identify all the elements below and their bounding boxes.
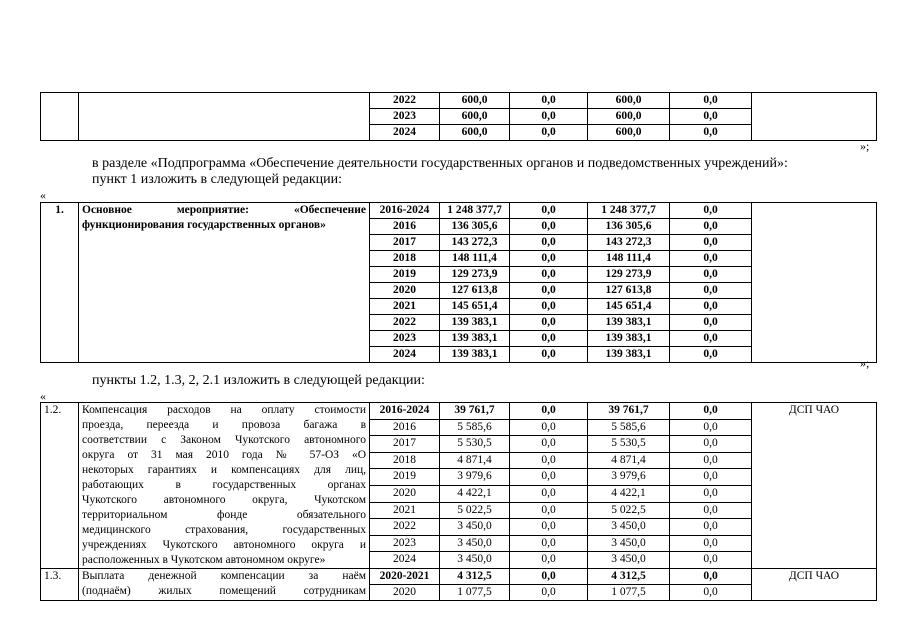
executor-cell: ДСП ЧАО [752, 403, 877, 569]
federal-cell: 0,0 [510, 535, 588, 552]
executor-cell [752, 93, 877, 141]
description-line: проезда, переезда и провоза багажа в [82, 419, 366, 431]
total-cell: 139 383,1 [440, 315, 510, 331]
year-cell: 2024 [370, 552, 440, 569]
total-cell: 4 422,1 [440, 485, 510, 502]
federal-cell: 0,0 [510, 502, 588, 519]
total-cell: 1 077,5 [440, 585, 510, 601]
other-cell: 0,0 [670, 267, 752, 283]
total-cell: 139 383,1 [440, 347, 510, 363]
year-cell: 2020 [370, 283, 440, 299]
total-cell: 127 613,8 [440, 283, 510, 299]
federal-cell: 0,0 [510, 331, 588, 347]
top-table [40, 92, 877, 141]
district-cell: 600,0 [588, 125, 670, 141]
federal-cell: 0,0 [510, 552, 588, 569]
description-line: медицинского страхования, государственных [82, 524, 366, 536]
year-cell: 2019 [370, 267, 440, 283]
federal-cell: 0,0 [510, 251, 588, 267]
district-cell: 139 383,1 [588, 315, 670, 331]
federal-cell: 0,0 [510, 93, 588, 109]
other-cell: 0,0 [670, 315, 752, 331]
year-cell: 2018 [370, 251, 440, 267]
item-description [79, 203, 370, 363]
district-cell: 143 272,3 [588, 235, 670, 251]
district-cell: 127 613,8 [588, 283, 670, 299]
description-line: некоторых гарантиях и компенсациях для лиц, [82, 464, 366, 476]
other-cell: 0,0 [670, 502, 752, 519]
other-cell: 0,0 [670, 569, 752, 585]
year-cell: 2016-2024 [370, 403, 440, 420]
description-word: мероприятие: [176, 204, 249, 216]
total-cell: 148 111,4 [440, 251, 510, 267]
total-cell: 600,0 [440, 125, 510, 141]
year-cell: 2021 [370, 502, 440, 519]
description-word: «Обеспечение [293, 204, 366, 216]
other-cell: 0,0 [670, 347, 752, 363]
year-cell: 2016 [370, 419, 440, 436]
year-cell: 2023 [370, 331, 440, 347]
district-cell: 1 248 377,7 [588, 203, 670, 219]
item-number: 1.2. [41, 403, 79, 569]
description-line: территориальном фонде обязательного [82, 509, 366, 521]
opening-quote-2: « [40, 389, 46, 403]
year-cell: 2022 [370, 315, 440, 331]
district-cell: 4 312,5 [588, 569, 670, 585]
other-cell: 0,0 [670, 109, 752, 125]
year-cell: 2020 [370, 585, 440, 601]
district-cell: 3 979,6 [588, 469, 670, 486]
federal-cell: 0,0 [510, 403, 588, 420]
total-cell: 139 383,1 [440, 331, 510, 347]
total-cell: 5 530,5 [440, 436, 510, 453]
total-cell: 4 871,4 [440, 452, 510, 469]
other-cell: 0,0 [670, 125, 752, 141]
federal-cell: 0,0 [510, 585, 588, 601]
other-cell: 0,0 [670, 552, 752, 569]
district-cell: 145 651,4 [588, 299, 670, 315]
table-item-1 [40, 202, 877, 363]
district-cell: 3 450,0 [588, 519, 670, 536]
district-cell: 5 530,5 [588, 436, 670, 453]
table-row [41, 203, 877, 219]
description-line: (поднаём) жилых помещений сотрудникам [82, 585, 366, 597]
description-line: расположенных в Чукотском автономном округе» [82, 554, 326, 566]
other-cell: 0,0 [670, 299, 752, 315]
year-cell: 2022 [370, 519, 440, 536]
district-cell: 136 305,6 [588, 219, 670, 235]
total-cell: 143 272,3 [440, 235, 510, 251]
district-cell: 3 450,0 [588, 535, 670, 552]
total-cell: 3 450,0 [440, 535, 510, 552]
federal-cell: 0,0 [510, 519, 588, 536]
district-cell: 3 450,0 [588, 552, 670, 569]
description-line: функционирования государственных органов» [82, 219, 326, 231]
district-cell: 1 077,5 [588, 585, 670, 601]
other-cell: 0,0 [670, 283, 752, 299]
district-cell: 600,0 [588, 93, 670, 109]
description-line: Чукотского автономного округа, Чукотском [82, 494, 366, 506]
other-cell: 0,0 [670, 203, 752, 219]
description-cell [79, 93, 370, 141]
other-cell: 0,0 [670, 585, 752, 601]
year-cell: 2020 [370, 485, 440, 502]
description-line: округа от 31 мая 2010 года № 57-ОЗ «О [82, 449, 366, 461]
year-cell: 2019 [370, 469, 440, 486]
year-cell: 2020-2021 [370, 569, 440, 585]
year-cell: 2023 [370, 109, 440, 125]
other-cell: 0,0 [670, 419, 752, 436]
section-text-1: в разделе «Подпрограмма «Обеспечение деятельности государственных органов и подведомственных учреждений»: [92, 156, 788, 171]
district-cell: 600,0 [588, 109, 670, 125]
description-line: соответствии с Законом Чукотского автономного [82, 434, 366, 446]
other-cell: 0,0 [670, 485, 752, 502]
federal-cell: 0,0 [510, 419, 588, 436]
description-line [82, 203, 366, 218]
total-cell: 5 022,5 [440, 502, 510, 519]
description-line: работающих в государственных органах [82, 479, 366, 491]
closing-quote-2: »; [860, 356, 870, 370]
other-cell: 0,0 [670, 535, 752, 552]
total-cell: 600,0 [440, 109, 510, 125]
federal-cell: 0,0 [510, 203, 588, 219]
federal-cell: 0,0 [510, 299, 588, 315]
year-cell: 2018 [370, 452, 440, 469]
table-row [41, 569, 877, 585]
federal-cell: 0,0 [510, 485, 588, 502]
item-description [79, 403, 370, 569]
total-cell: 129 273,9 [440, 267, 510, 283]
federal-cell: 0,0 [510, 436, 588, 453]
other-cell: 0,0 [670, 235, 752, 251]
federal-cell: 0,0 [510, 283, 588, 299]
district-cell: 4 871,4 [588, 452, 670, 469]
other-cell: 0,0 [670, 251, 752, 267]
other-cell: 0,0 [670, 519, 752, 536]
table-items-1-2-1-3 [40, 402, 877, 601]
other-cell: 0,0 [670, 331, 752, 347]
section-text-3: пункты 1.2, 1.3, 2, 2.1 изложить в следующей редакции: [92, 373, 425, 388]
executor-cell [752, 203, 877, 363]
item-number: 1.3. [41, 569, 79, 601]
total-cell: 145 651,4 [440, 299, 510, 315]
year-cell: 2017 [370, 436, 440, 453]
federal-cell: 0,0 [510, 315, 588, 331]
district-cell: 39 761,7 [588, 403, 670, 420]
year-cell: 2024 [370, 347, 440, 363]
total-cell: 4 312,5 [440, 569, 510, 585]
year-cell: 2023 [370, 535, 440, 552]
federal-cell: 0,0 [510, 219, 588, 235]
district-cell: 139 383,1 [588, 347, 670, 363]
federal-cell: 0,0 [510, 452, 588, 469]
description-word: Основное [82, 204, 132, 216]
total-cell: 600,0 [440, 93, 510, 109]
section-text-2: пункт 1 изложить в следующей редакции: [92, 172, 342, 187]
district-cell: 5 022,5 [588, 502, 670, 519]
total-cell: 3 450,0 [440, 552, 510, 569]
other-cell: 0,0 [670, 436, 752, 453]
closing-quote-1: »; [860, 139, 870, 153]
district-cell: 148 111,4 [588, 251, 670, 267]
total-cell: 5 585,6 [440, 419, 510, 436]
federal-cell: 0,0 [510, 347, 588, 363]
federal-cell: 0,0 [510, 109, 588, 125]
year-cell: 2024 [370, 125, 440, 141]
other-cell: 0,0 [670, 452, 752, 469]
federal-cell: 0,0 [510, 235, 588, 251]
table-row [41, 93, 877, 109]
other-cell: 0,0 [670, 469, 752, 486]
year-cell: 2022 [370, 93, 440, 109]
opening-quote-1: « [40, 188, 46, 202]
district-cell: 129 273,9 [588, 267, 670, 283]
description-line: учреждениях Чукотского автономного округа и [82, 539, 366, 551]
other-cell: 0,0 [670, 93, 752, 109]
total-cell: 1 248 377,7 [440, 203, 510, 219]
table-row [41, 403, 877, 420]
total-cell: 39 761,7 [440, 403, 510, 420]
district-cell: 4 422,1 [588, 485, 670, 502]
description-line: Компенсация расходов на оплату стоимости [82, 404, 366, 416]
year-cell: 2017 [370, 235, 440, 251]
total-cell: 3 450,0 [440, 519, 510, 536]
year-cell: 2016 [370, 219, 440, 235]
other-cell: 0,0 [670, 403, 752, 420]
executor-cell: ДСП ЧАО [752, 569, 877, 601]
district-cell: 5 585,6 [588, 419, 670, 436]
other-cell: 0,0 [670, 219, 752, 235]
federal-cell: 0,0 [510, 267, 588, 283]
description-line: Выплата денежной компенсации за наём [82, 570, 366, 582]
federal-cell: 0,0 [510, 125, 588, 141]
year-cell: 2021 [370, 299, 440, 315]
district-cell: 139 383,1 [588, 331, 670, 347]
total-cell: 136 305,6 [440, 219, 510, 235]
item-description [79, 569, 370, 601]
number-cell [41, 93, 79, 141]
item-number: 1. [41, 203, 79, 363]
total-cell: 3 979,6 [440, 469, 510, 486]
federal-cell: 0,0 [510, 469, 588, 486]
federal-cell: 0,0 [510, 569, 588, 585]
year-cell: 2016-2024 [370, 203, 440, 219]
